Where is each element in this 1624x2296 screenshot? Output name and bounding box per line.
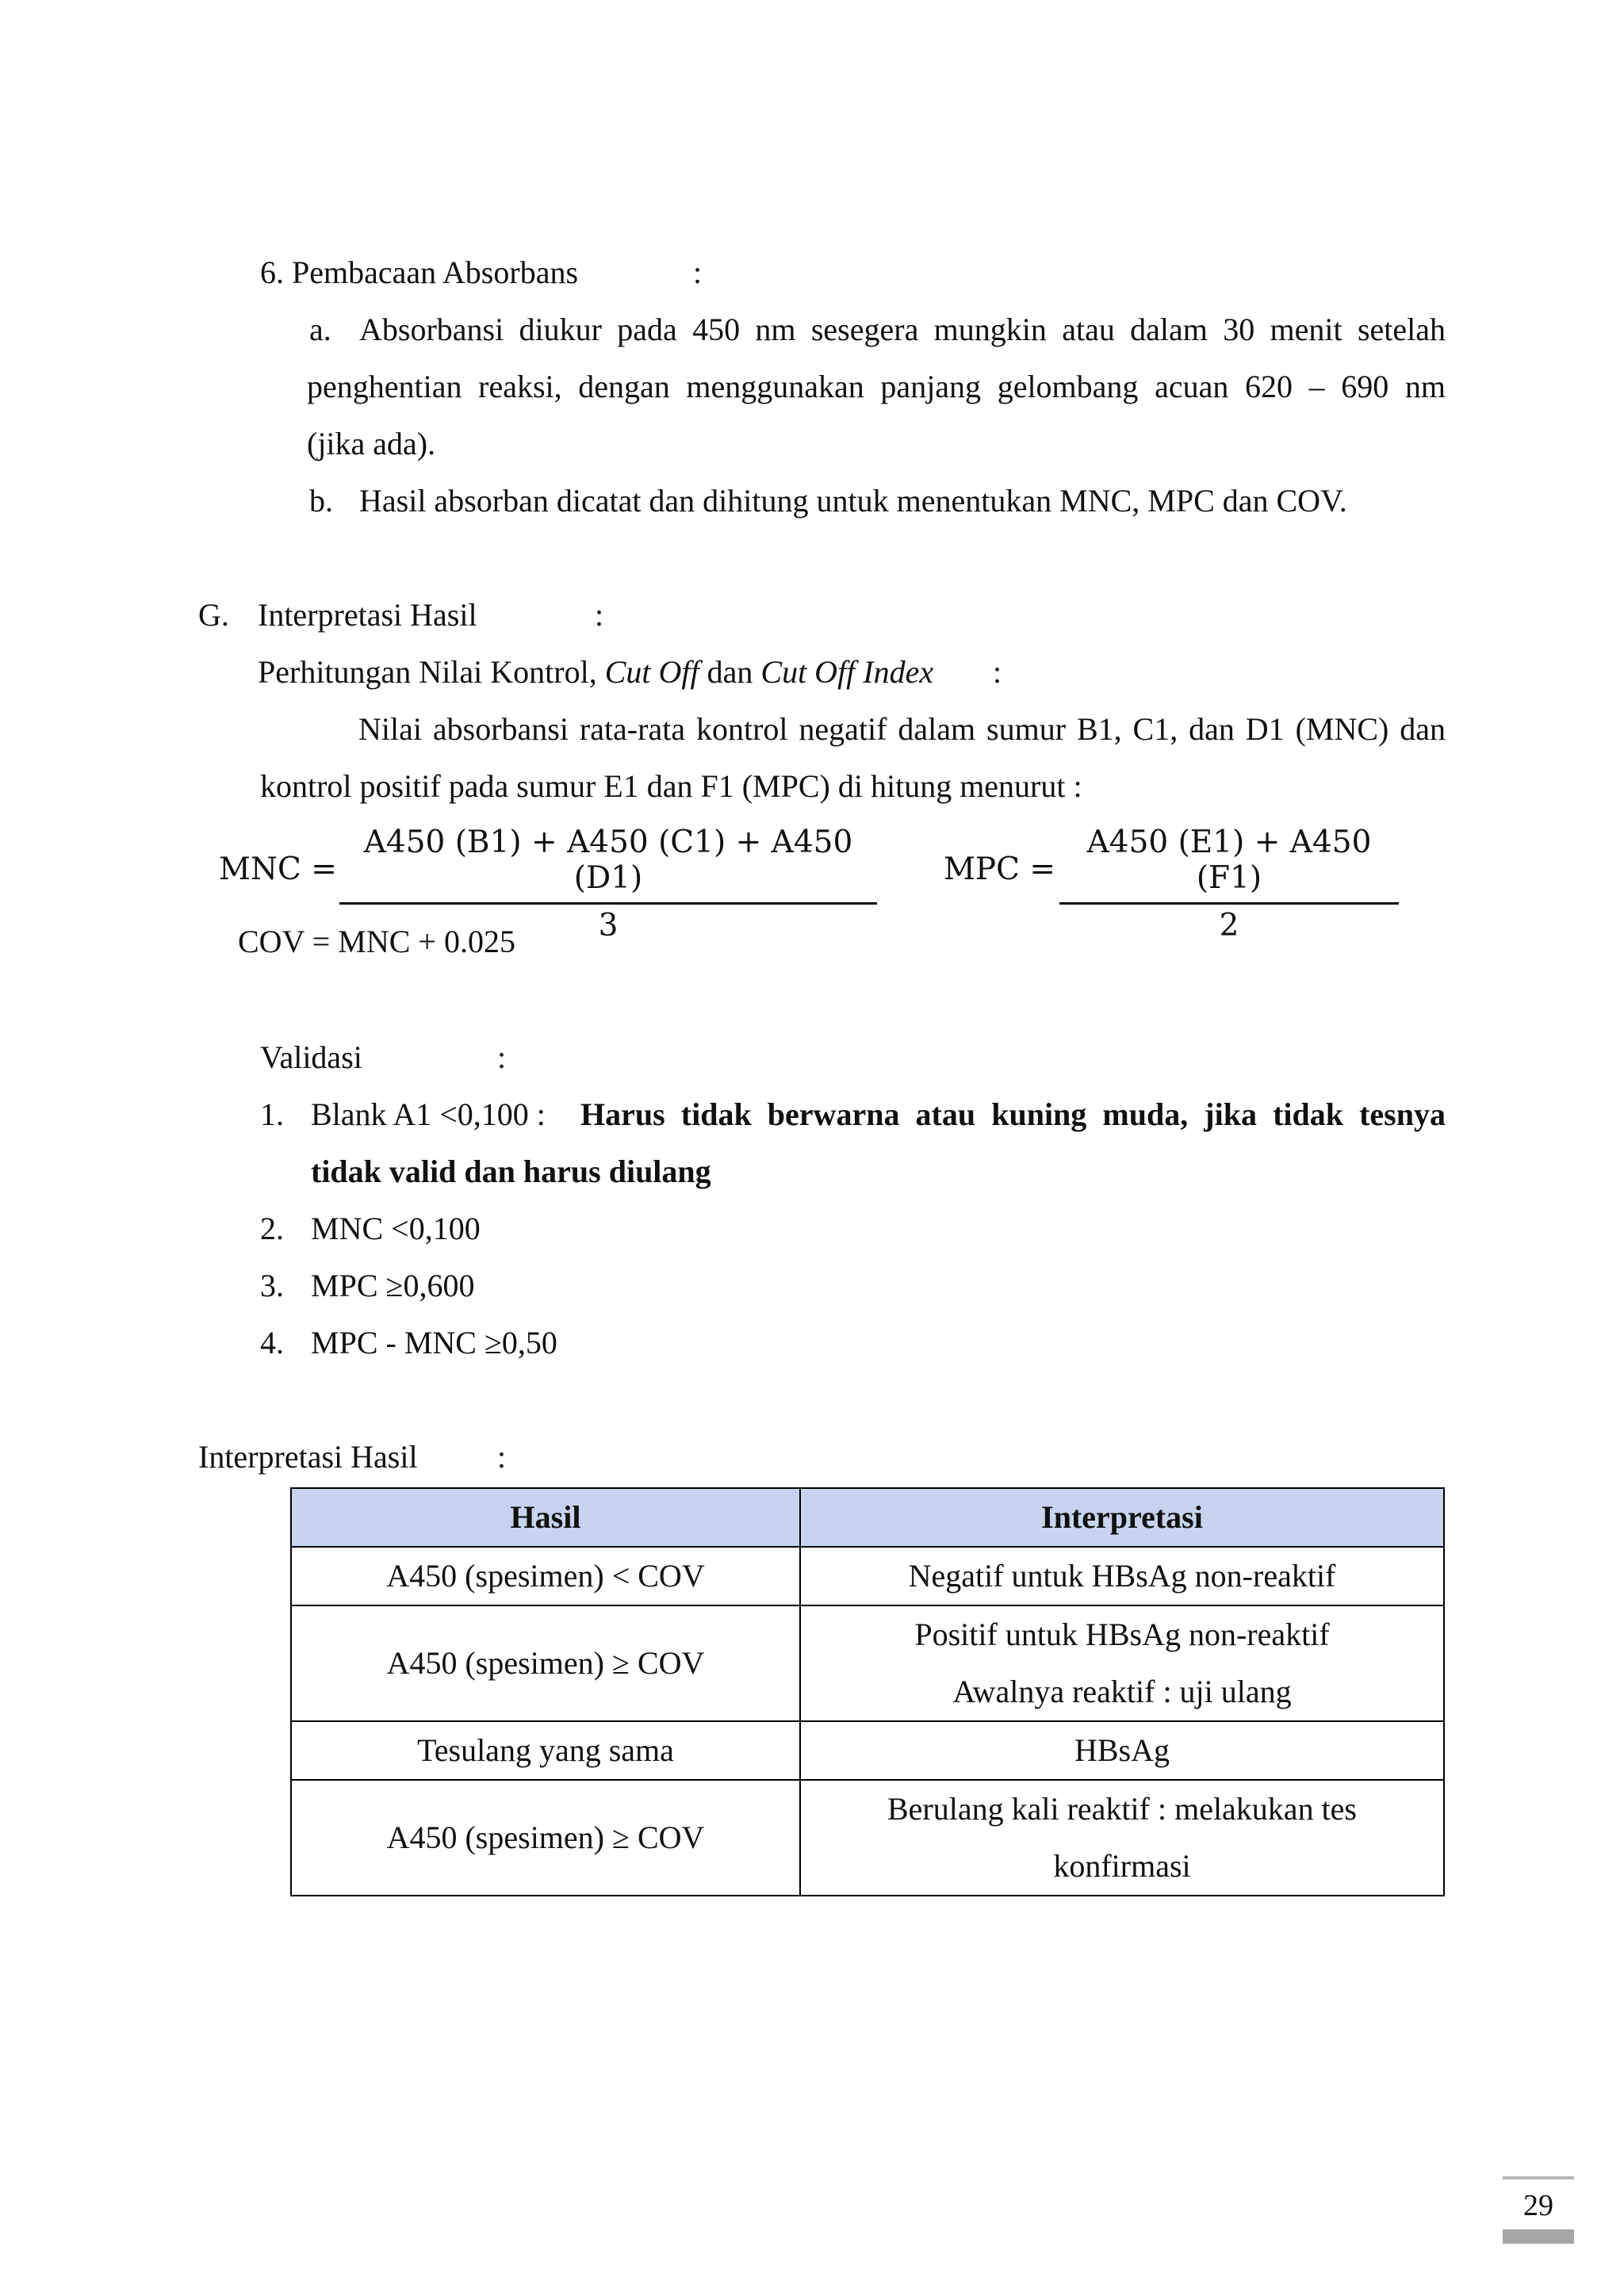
item-a-line-2: penghentian reaksi, dengan menggunakan panjang gelombang acuan 620 – 690 nm [307,369,1446,404]
validasi-item-3-marker: 3. [260,1268,284,1303]
section-g-marker: G. [198,597,229,633]
section-6-colon: : [693,254,703,290]
validasi-item-1-bold-line-2: tidak valid dan harus diulang [311,1154,711,1189]
cell-interpretasi: Negatif untuk HBsAg non-reaktif [800,1547,1444,1605]
validasi-item-1-bold-line-1: Harus tidak berwarna atau kuning muda, jika tidak tesnya [580,1096,1446,1132]
cell-line: konfirmasi [1053,1848,1191,1884]
cell-line: Awalnya reaktif : uji ulang [952,1674,1292,1709]
section-g-title: Interpretasi Hasil [258,597,477,633]
validasi-colon: : [497,1039,507,1075]
para-line-2: kontrol positif pada sumur E1 dan F1 (MPC) di hitung menurut : [260,768,1082,804]
validasi-item-2-marker: 2. [260,1211,284,1246]
cell-hasil: A450 (spesimen) ≥ COV [291,1780,800,1896]
item-a-marker: a. [309,312,331,347]
mpc-denominator: 2 [1219,908,1239,943]
mnc-label: MNC = [219,851,337,887]
mpc-numerator: A450 (E1) + A450 (F1) [1059,825,1399,905]
validasi-item-4-marker: 4. [260,1325,284,1360]
item-b-text: Hasil absorban dicatat dan dihitung untuk menentukan MNC, MPC dan COV. [359,483,1347,519]
para-line-1: Nilai absorbansi rata-rata kontrol negatif dalam sumur B1, C1, dan D1 (MNC) dan [358,711,1446,747]
validasi-item-2: MNC <0,100 [311,1211,481,1246]
cell-hasil: Tesulang yang sama [291,1721,800,1780]
mnc-numerator: A450 (B1) + A450 (C1) + A450 (D1) [339,825,877,905]
table-row [291,1547,1444,1605]
cov-formula: COV = MNC + 0.025 [238,924,515,959]
cell-hasil: A450 (spesimen) ≥ COV [291,1605,800,1721]
calc-heading: Perhitungan Nilai Kontrol, Cut Off dan Cut Off Index [258,654,934,690]
cell-line: Positif untuk HBsAg non-reaktif [914,1617,1330,1652]
item-b-marker: b. [309,483,333,519]
table-header-row [291,1488,1444,1547]
page-number-bar [1503,2229,1574,2244]
cell-interpretasi: HBsAg [800,1721,1444,1780]
header-hasil: Hasil [291,1488,800,1547]
item-a-line-3: (jika ada). [307,426,436,461]
header-interpretasi: Interpretasi [800,1488,1444,1547]
interpretasi-table [290,1487,1445,1896]
mpc-label: MPC = [944,851,1056,887]
calc-heading-colon: : [993,654,1002,690]
validasi-item-3: MPC ≥0,600 [311,1268,475,1303]
validasi-title: Validasi [260,1039,362,1075]
cell-interpretasi [800,1780,1444,1896]
table-row [291,1780,1444,1896]
interpretasi-title: Interpretasi Hasil [198,1439,418,1475]
validasi-item-1-marker: 1. [260,1096,284,1132]
mpc-fraction [1059,825,1399,943]
page-number-rule [1503,2176,1574,2179]
section-g-colon: : [595,597,604,633]
cell-interpretasi [800,1605,1444,1721]
interpretasi-colon: : [497,1439,507,1475]
page-number: 29 [1523,2189,1553,2222]
cell-line: Berulang kali reaktif : melakukan tes [887,1791,1357,1827]
table-row [291,1721,1444,1780]
section-6-title: 6. Pembacaan Absorbans [260,254,579,290]
item-a-line-1: Absorbansi diukur pada 450 nm sesegera mungkin atau dalam 30 menit setelah [359,312,1446,347]
validasi-item-4: MPC - MNC ≥0,50 [311,1325,557,1360]
cell-hasil: A450 (spesimen) < COV [291,1547,800,1605]
table-row [291,1605,1444,1721]
mnc-denominator: 3 [598,908,619,943]
validasi-item-1-prefix: Blank A1 <0,100 : [311,1096,546,1132]
